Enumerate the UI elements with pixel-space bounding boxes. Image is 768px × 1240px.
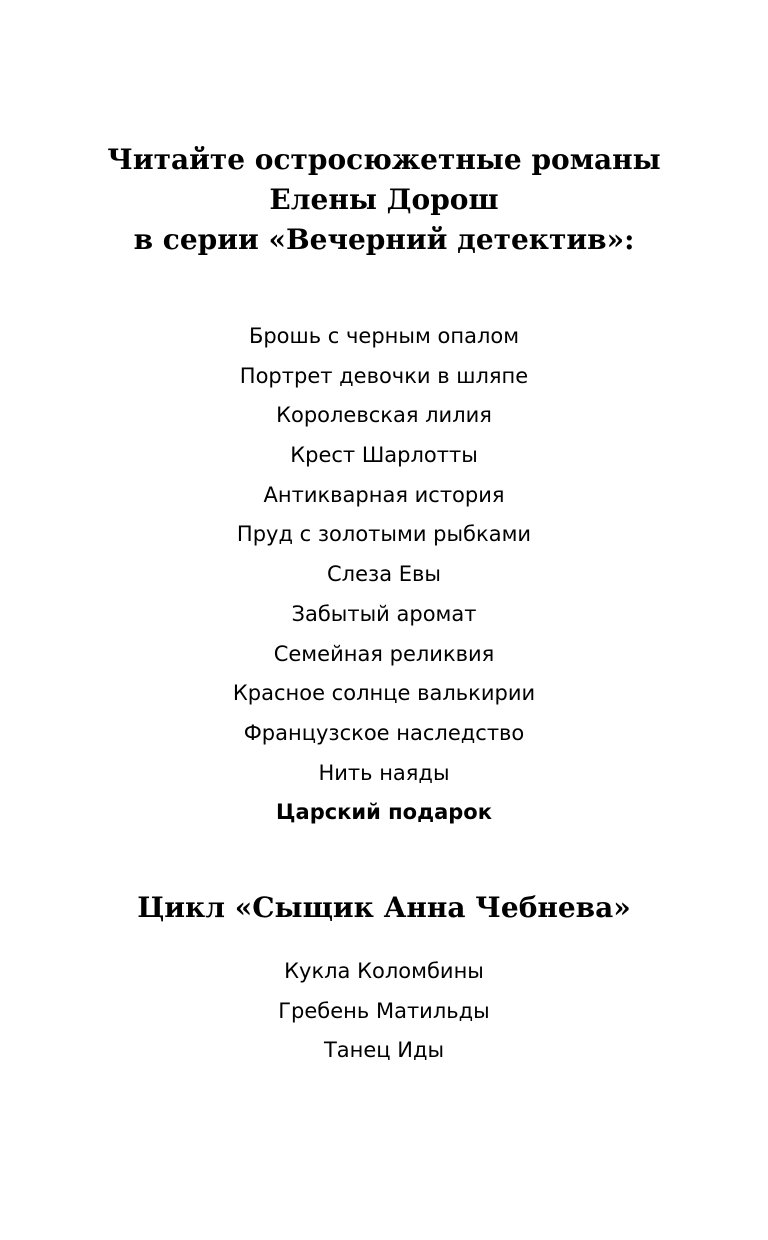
book-title: Королевская лилия — [276, 403, 492, 428]
book-title: Танец Иды — [323, 1038, 445, 1063]
book-title: Брошь с черным опалом — [248, 324, 520, 348]
intro-line: Читайте остросюжетные романы — [107, 143, 661, 176]
book-title: Красное солнце валькирии — [232, 681, 536, 706]
book-title: Пруд с золотыми рыбками — [236, 522, 532, 547]
book-title: Слеза Евы — [327, 562, 441, 587]
book-title: Портрет девочки в шляпе — [239, 363, 529, 388]
current-book-title: Царский подарок — [276, 800, 492, 825]
book-title: Антикварная история — [263, 482, 505, 507]
cycle-book-list — [0, 952, 768, 1071]
book-title: Французское наследство — [243, 720, 525, 745]
book-title: Нить наяды — [318, 760, 450, 785]
cycle-heading: Цикл «Сыщик Анна Чебнева» — [137, 891, 631, 924]
series-intro-heading — [0, 140, 768, 260]
book-title: Кукла Коломбины — [284, 959, 484, 983]
book-title: Крест Шарлотты — [290, 443, 478, 468]
series-book-list — [0, 317, 768, 833]
book-title: Семейная реликвия — [273, 641, 495, 666]
book-title: Гребень Матильды — [278, 998, 490, 1023]
series-name-line: в серии «Вечерний детектив»: — [133, 223, 635, 256]
author-name: Елены Дорош — [269, 183, 499, 216]
book-title: Забытый аромат — [291, 601, 477, 626]
